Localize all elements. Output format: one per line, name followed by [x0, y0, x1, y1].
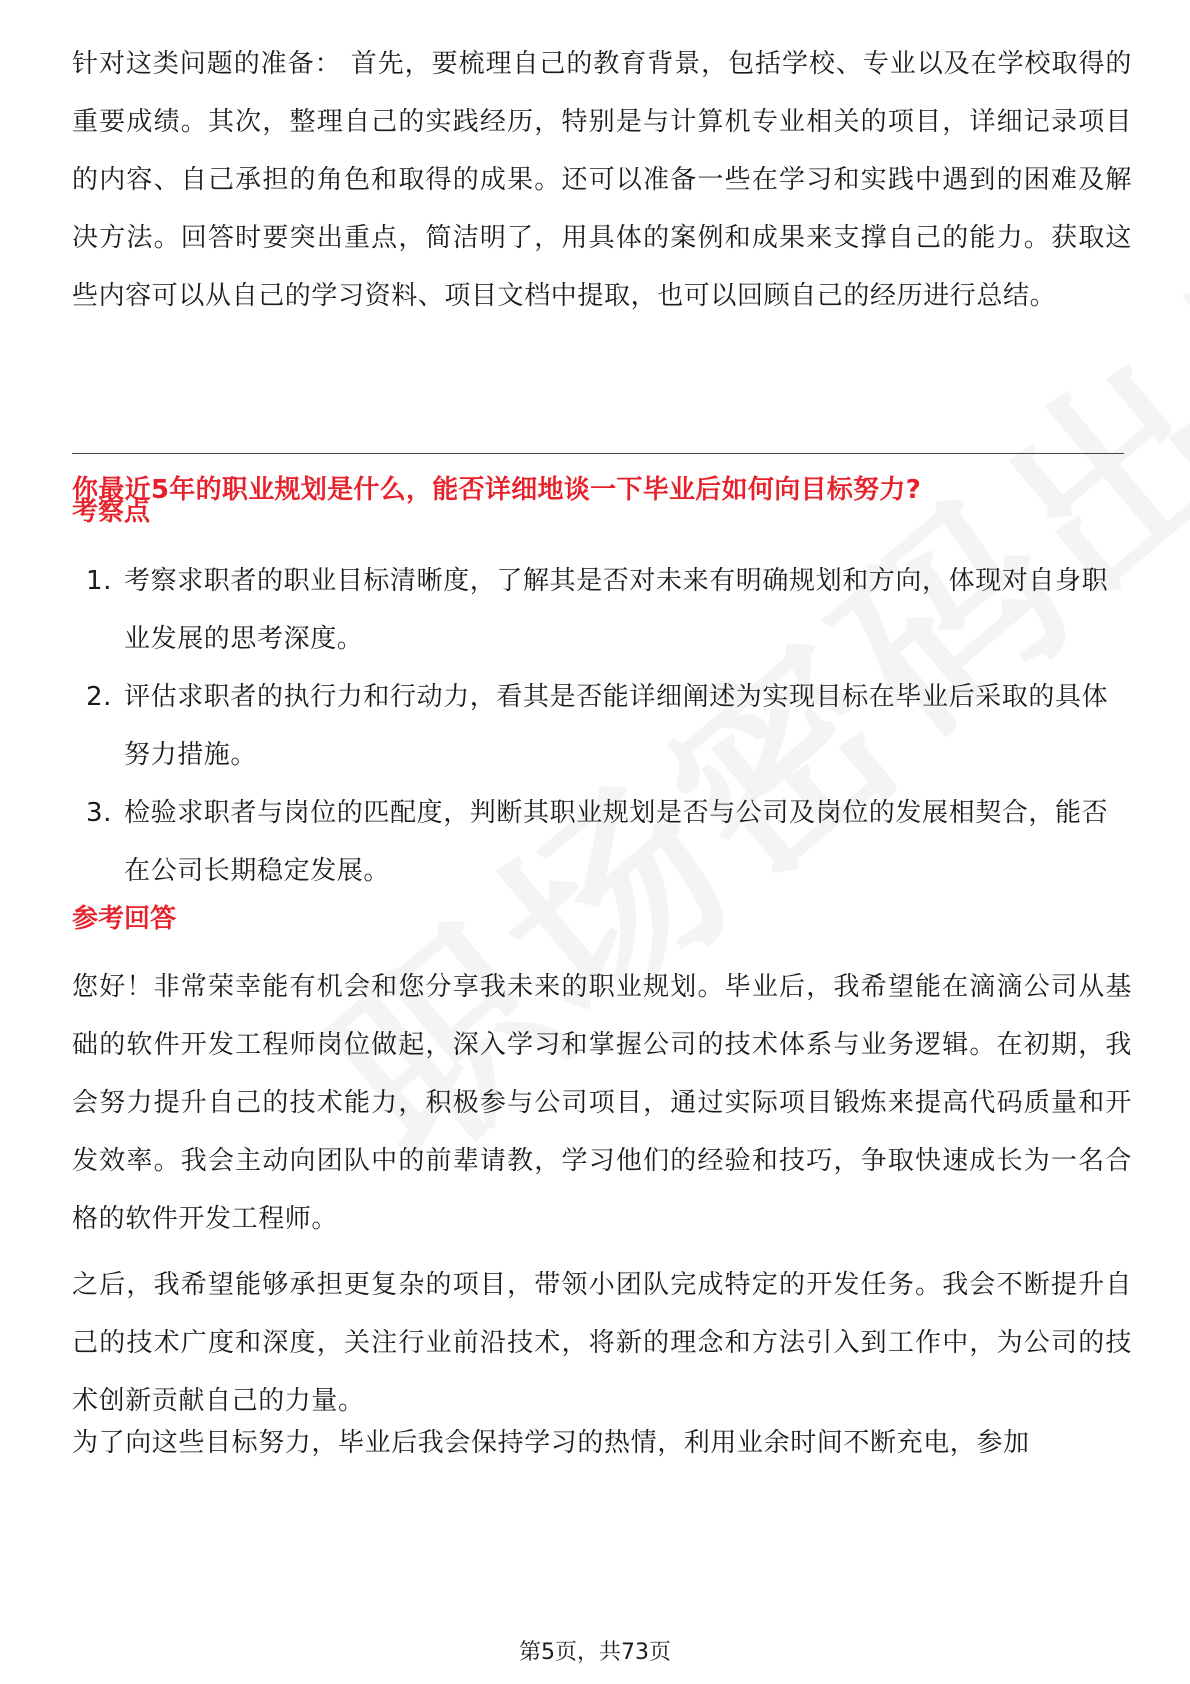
list-item-number: 3. — [86, 798, 113, 828]
page-number-footer: 第5页，共73页 — [519, 1640, 671, 1665]
list-item — [72, 784, 1132, 900]
answer-heading: 参考回答 — [72, 904, 177, 934]
list-item — [72, 668, 1132, 784]
list-item-number: 1. — [86, 566, 113, 596]
section-divider — [72, 453, 1124, 454]
intro-paragraph: 针对这类问题的准备： 首先，要梳理自己的教育背景，包括学校、专业以及在学校取得的重要成绩。其次，整理自己的实践经历，特别是与计算机专业相关的项目，详细记录项目的内容、自己承担的角色和取得的成果。还可以准备一些在学习和实践中遇到的困难及解决方法。回答时要突出重点，简洁明了，用具体的案例和成果来支撑自己的能力。获取这些内容可以从自己的学习资料、项目文档中提取，也可以回顾自己的经历进行总结。 — [72, 49, 1132, 311]
points-heading: 考察点 — [72, 497, 151, 527]
list-item-text: 评估求职者的执行力和行动力，看其是否能详细阐述为实现目标在毕业后采取的具体努力措施。 — [124, 682, 1109, 770]
answer-paragraph: 您好！非常荣幸能有机会和您分享我未来的职业规划。毕业后，我希望能在滴滴公司从基础的软件开发工程师岗位做起，深入学习和掌握公司的技术体系与业务逻辑。在初期，我会努力提升自己的技术能力，积极参与公司项目，通过实际项目锻炼来提高代码质量和开发效率。我会主动向团队中的前辈请教，学习他们的经验和技巧，争取快速成长为一名合格的软件开发工程师。 — [72, 972, 1132, 1234]
list-item-number: 2. — [86, 682, 113, 712]
points-list — [72, 552, 1132, 900]
list-item-text: 检验求职者与岗位的匹配度，判断其职业规划是否与公司及岗位的发展相契合，能否在公司长期稳定发展。 — [124, 798, 1109, 886]
list-item — [72, 552, 1132, 668]
answer-paragraph: 之后，我希望能够承担更复杂的项目，带领小团队完成特定的开发任务。我会不断提升自己的技术广度和深度，关注行业前沿技术，将新的理念和方法引入到工作中，为公司的技术创新贡献自己的力量。 — [72, 1270, 1132, 1416]
answer-paragraph: 为了向这些目标努力，毕业后我会保持学习的热情，利用业余时间不断充电，参加 — [72, 1428, 1030, 1458]
question-title: 你最近5年的职业规划是什么，能否详细地谈一下毕业后如何向目标努力? — [72, 475, 922, 505]
list-item-text: 考察求职者的职业目标清晰度，了解其是否对未来有明确规划和方向，体现对自身职业发展的思考深度。 — [124, 566, 1109, 654]
